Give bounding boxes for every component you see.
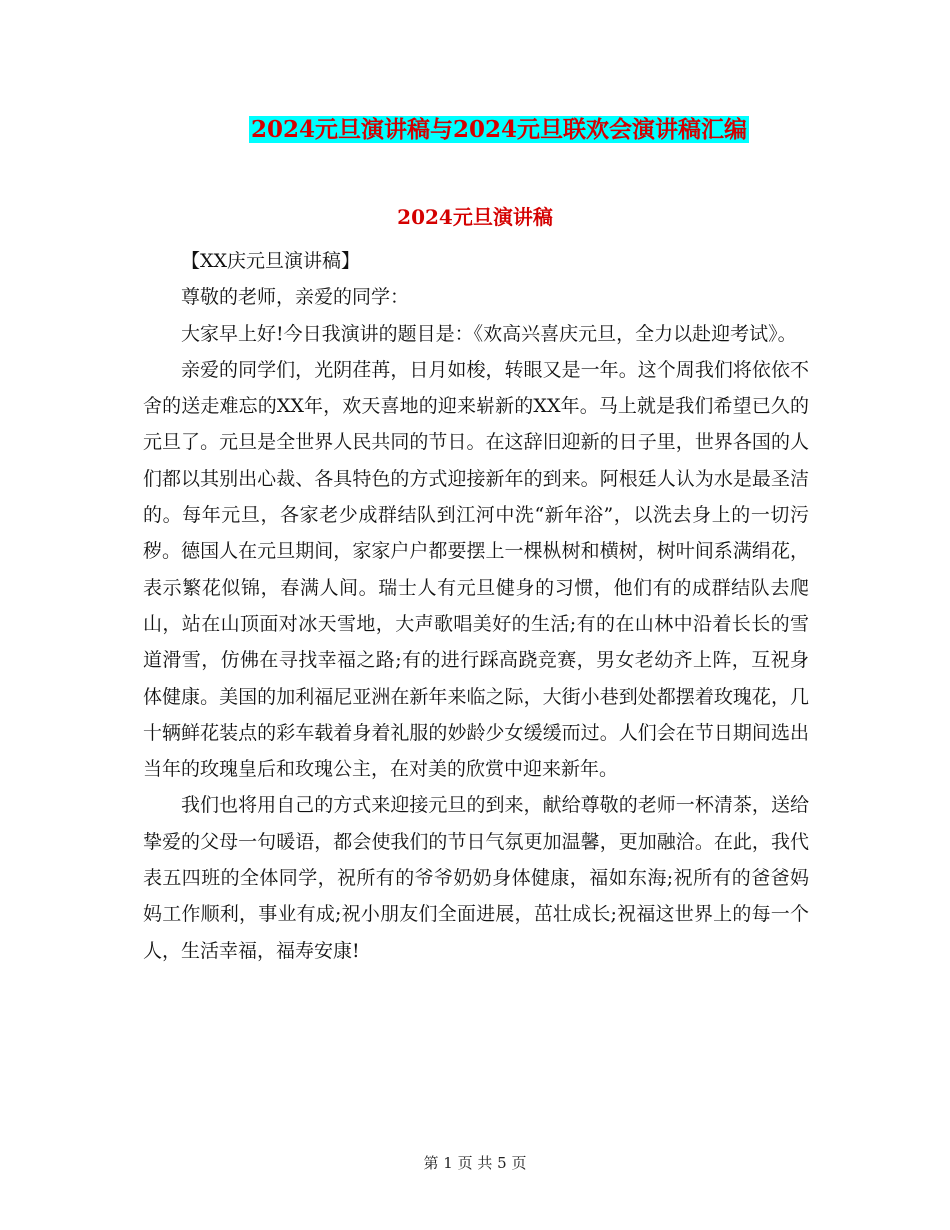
page-footer: 第 1 页 共 5 页: [423, 1154, 527, 1172]
document-title-text: 2024元旦演讲稿与2024元旦联欢会演讲稿汇编: [250, 116, 748, 143]
speech-paragraph: 亲爱的同学们，光阴荏苒，日月如梭，转眼又是一年。这个周我们将依依不舍的送走难忘的XX年，欢天喜地的迎来崭新的XX年。马上就是我们希望已久的元旦了。元旦是全世界人民共同的节日。在这辞旧迎新的日子里，世界各国的人们都以其别出心裁、各具特色的方式迎接新年的到来。阿根廷人认为水是最圣洁的。每年元旦，各家老少成群结队到江河中洗“新年浴”，以洗去身上的一切污秽。德国人在元旦期间，家家户户都要摆上一棵枞树和横树，树叶间系满绢花，表示繁花似锦，春满人间。瑞士人有元旦健身的习惯，他们有的成群结队去爬山，站在山顶面对冰天雪地，大声歌唱美好的生活;有的在山林中沿着长长的雪道滑雪，仿佛在寻找幸福之路;有的进行踩高跷竞赛，男女老幼齐上阵，互祝身体健康。美国的加利福尼亚洲在新年来临之际，大街小巷到处都摆着玫瑰花，几十辆鲜花装点的彩车载着身着礼服的妙龄少女缓缓而过。人们会在节日期间选出当年的玫瑰皇后和玫瑰公主，在对美的欣赏中迎来新年。: [143, 358, 809, 781]
speech-opening: 大家早上好!今日我演讲的题目是：《欢高兴喜庆元旦，全力以赴迎考试》。: [181, 322, 797, 345]
speech-greeting: 尊敬的老师，亲爱的同学：: [181, 286, 410, 309]
document-title: [0, 112, 950, 148]
section-title: 2024元旦演讲稿: [397, 205, 553, 229]
speech-body: [143, 243, 809, 969]
speech-heading: 【XX庆元旦演讲稿】: [181, 250, 361, 272]
speech-paragraph: 我们也将用自己的方式来迎接元旦的到来，献给尊敬的老师一杯清茶，送给挚爱的父母一句暖语，都会使我们的节日气氛更加温馨，更加融洽。在此，我代表五四班的全体同学，祝所有的爷爷奶奶身体健康，福如东海;祝所有的爸爸妈妈工作顺利，事业有成;祝小朋友们全面进展，茁壮成长;祝福这世界上的每一个人，生活幸福，福寿安康!: [143, 794, 809, 962]
